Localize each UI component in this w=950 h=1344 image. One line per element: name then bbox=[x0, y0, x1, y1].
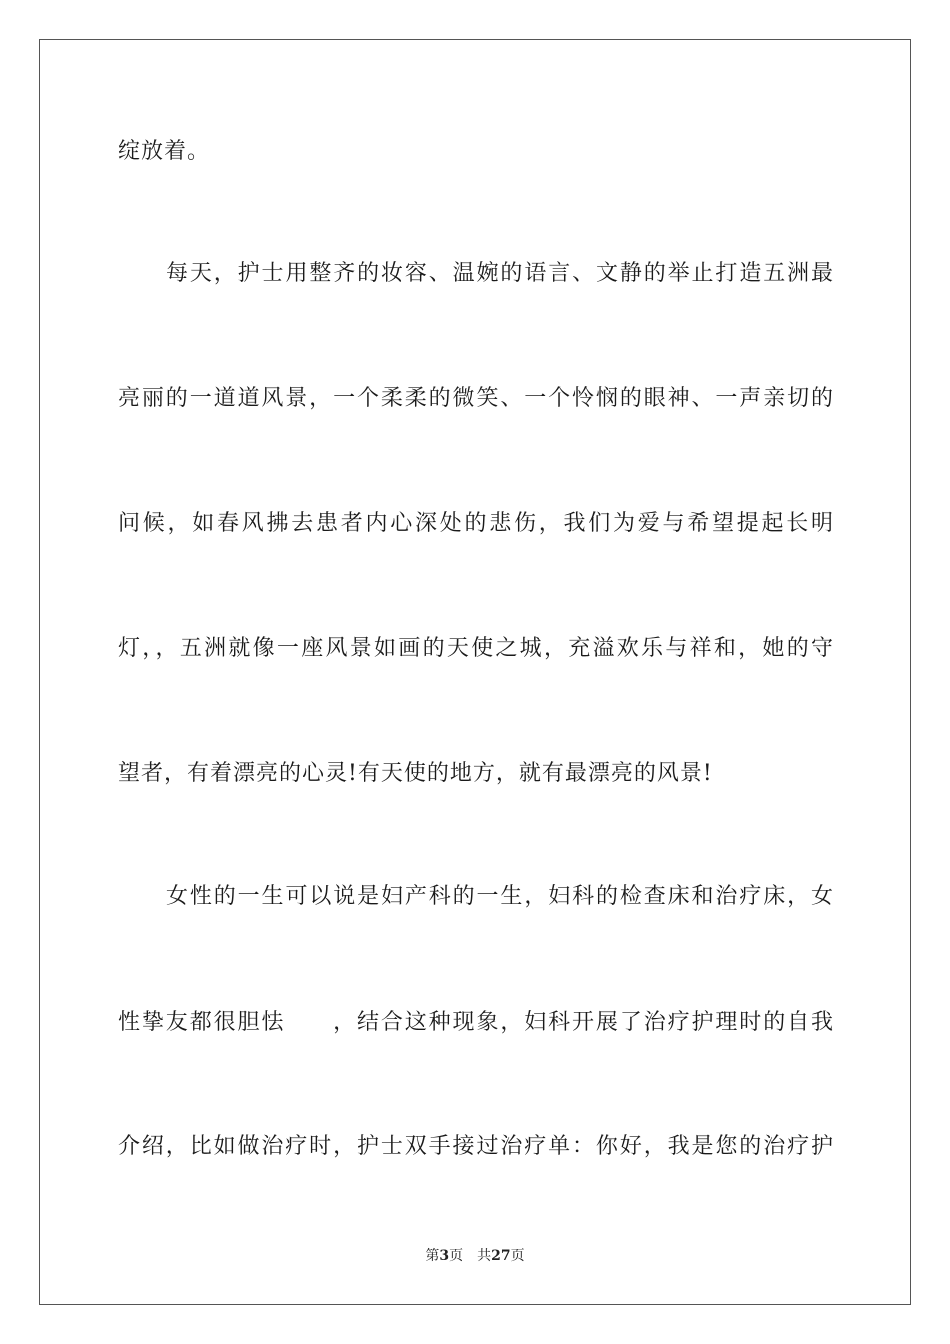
text-line-5: 灯，，五洲就像一座风景如画的天使之城，充溢欢乐与祥和，她的守 bbox=[118, 636, 834, 661]
total-prefix: 共 bbox=[477, 1248, 492, 1264]
text-line-2: 每天，护士用整齐的妆容、温婉的语言、文静的举止打造五洲最 bbox=[166, 261, 834, 286]
total-suffix: 页 bbox=[510, 1248, 525, 1264]
page-footer bbox=[0, 1246, 950, 1266]
page-suffix: 页 bbox=[449, 1248, 464, 1264]
text-line-1: 绽放着。 bbox=[118, 139, 211, 164]
text-line-7: 女性的一生可以说是妇产科的一生，妇科的检查床和治疗床，女 bbox=[166, 884, 834, 909]
text-line-3: 亮丽的一道道风景，一个柔柔的微笑、一个怜悯的眼神、一声亲切的 bbox=[118, 386, 834, 411]
current-page-number: 3 bbox=[439, 1248, 450, 1264]
page-prefix: 第 bbox=[425, 1248, 440, 1264]
page-border bbox=[39, 39, 911, 1305]
total-page-count: 27 bbox=[491, 1248, 511, 1264]
text-line-9: 介绍，比如做治疗时，护士双手接过治疗单：你好，我是您的治疗护 bbox=[118, 1134, 834, 1159]
text-line-4: 问候，如春风拂去患者内心深处的悲伤，我们为爱与希望提起长明 bbox=[118, 511, 834, 536]
text-line-6: 望者，有着漂亮的心灵!有天使的地方，就有最漂亮的风景! bbox=[118, 761, 713, 786]
text-line-8: 性挚友都很胆怯 ，结合这种现象，妇科开展了治疗护理时的自我 bbox=[118, 1010, 834, 1035]
